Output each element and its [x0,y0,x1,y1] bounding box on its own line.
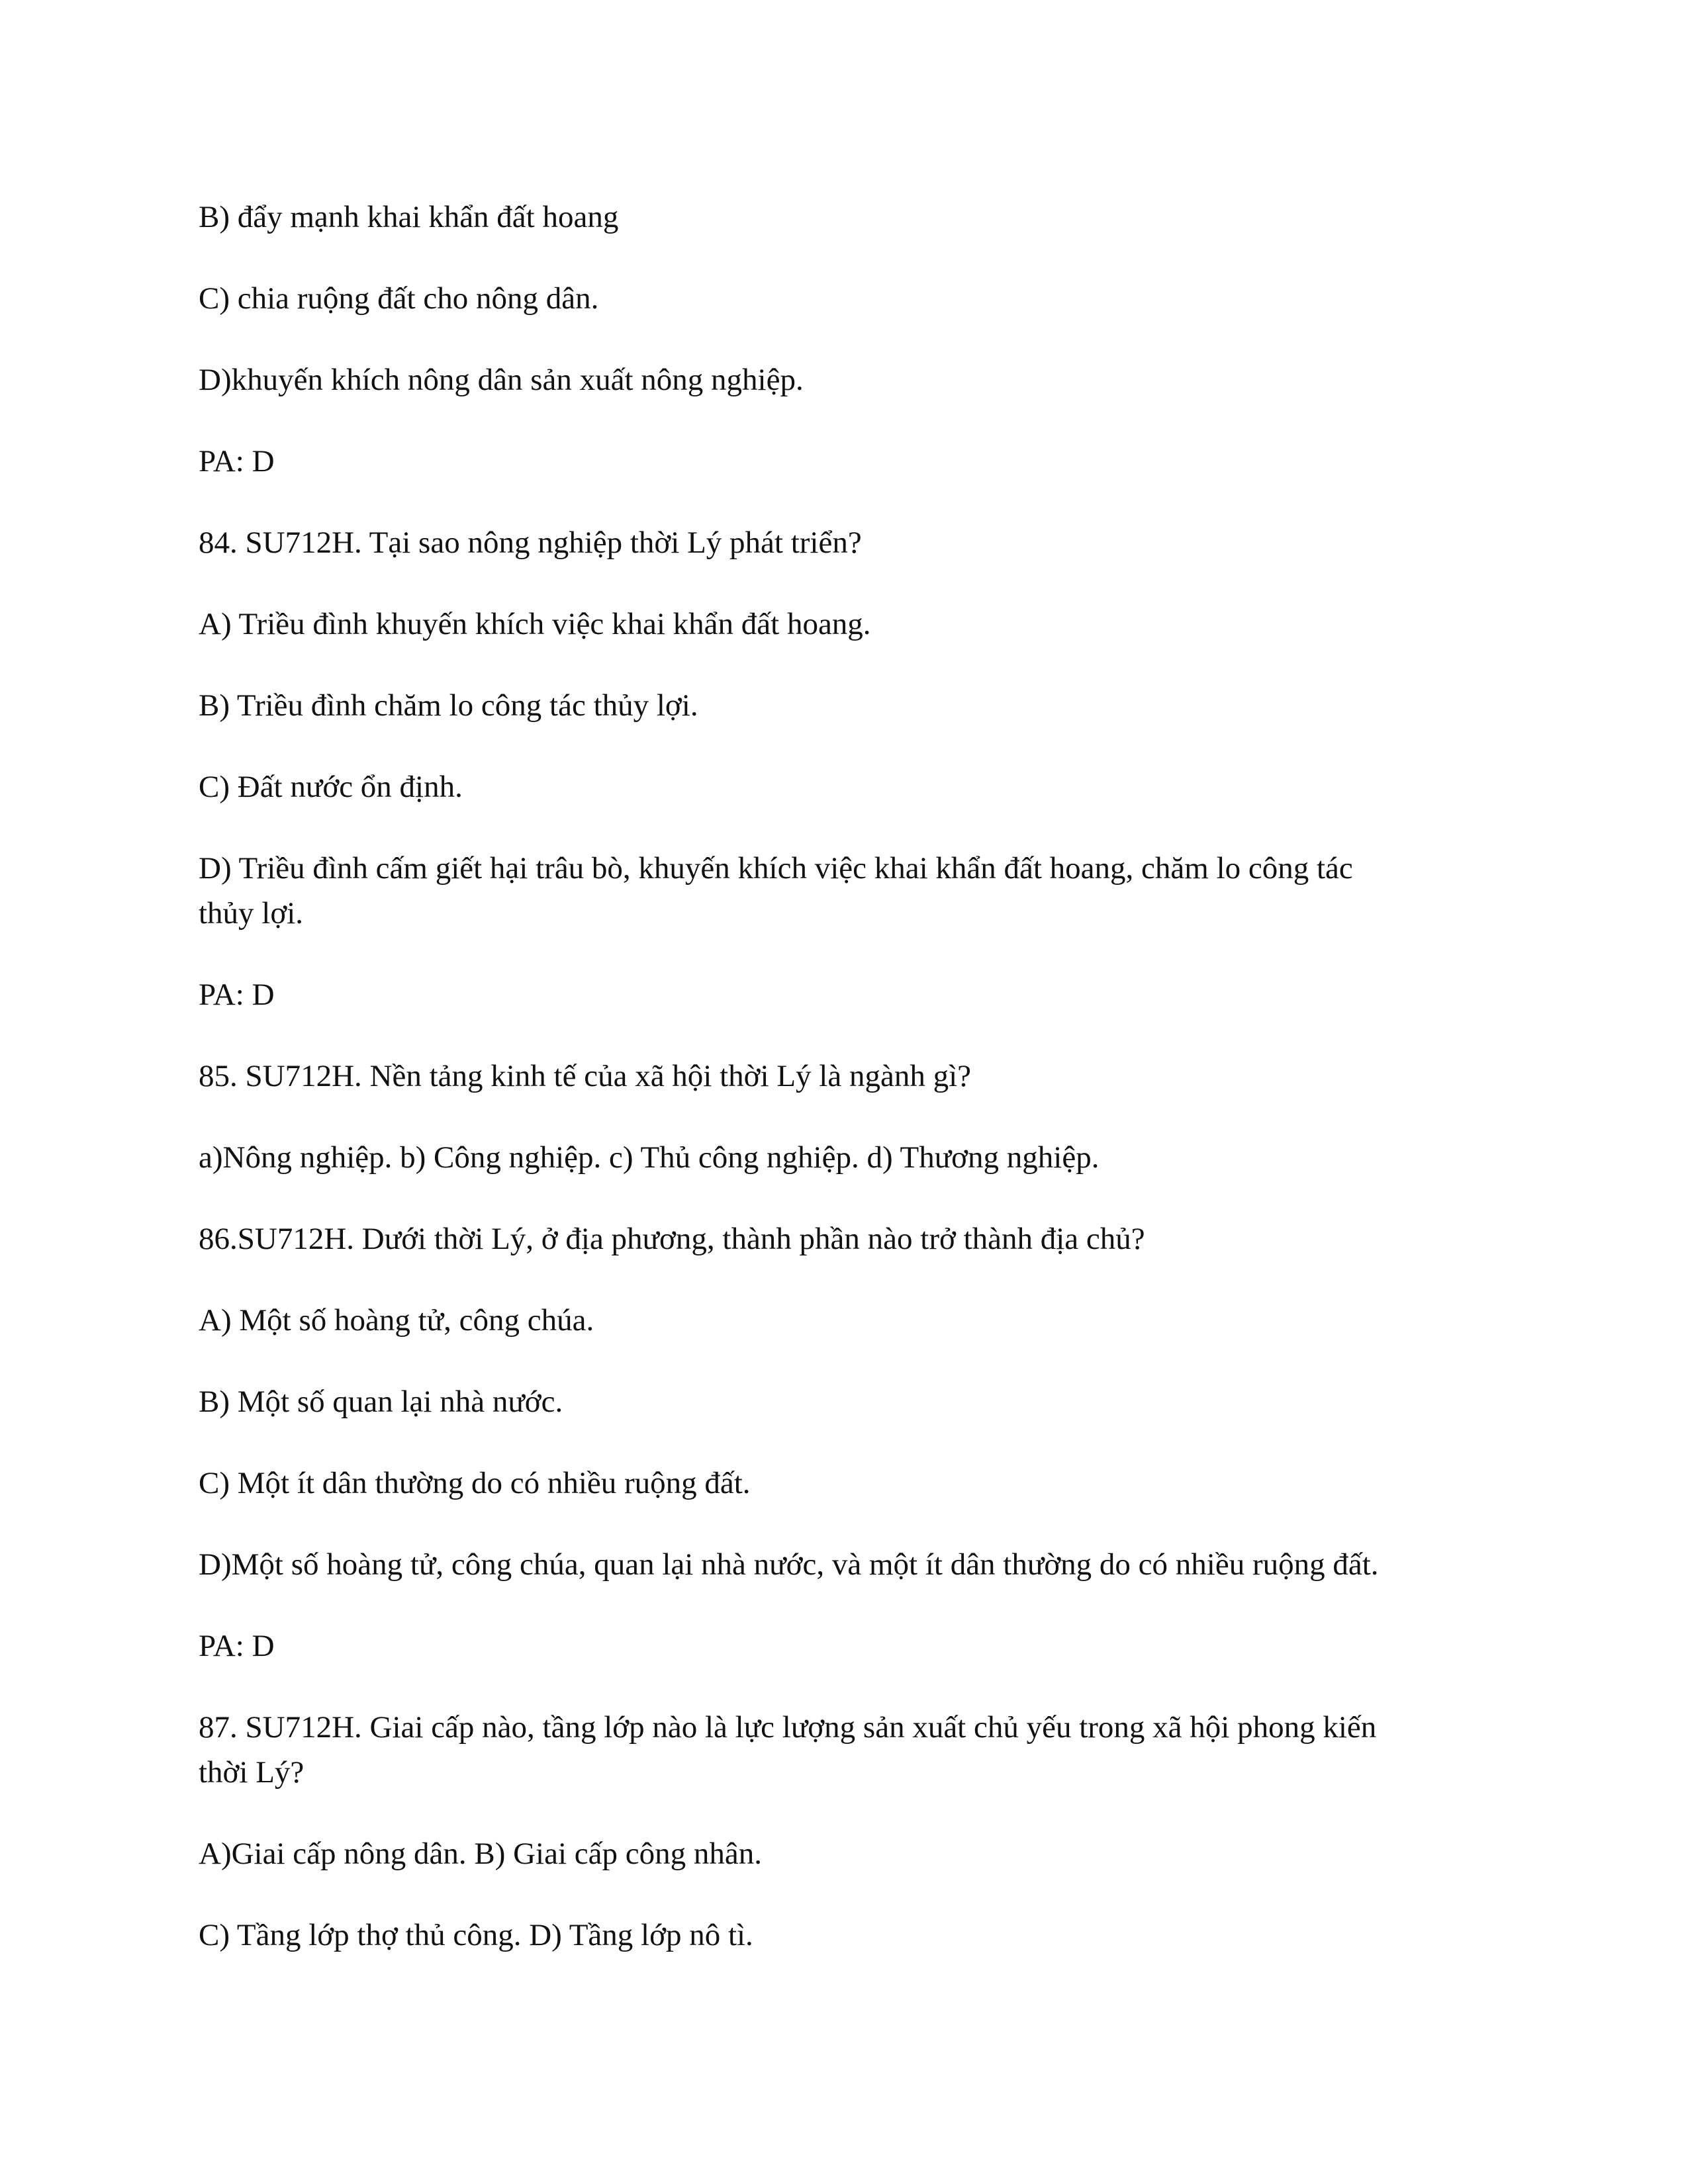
question-87: 87. SU712H. Giai cấp nào, tầng lớp nào là lực lượng sản xuất chủ yếu trong xã hội phong kiến [199,1710,1377,1745]
q86-option-d: D)Một số hoàng tử, công chúa, quan lại nhà nước, và một ít dân thường do có nhiều ruộng đất. [199,1547,1379,1582]
q84-option-d: D) Triều đình cấm giết hại trâu bò, khuyến khích việc khai khẩn đất hoang, chăm lo công tác [199,851,1353,886]
question-84: 84. SU712H. Tại sao nông nghiệp thời Lý phát triển? [199,525,862,560]
question-87-cont: thời Lý? [199,1755,305,1790]
q86-answer: PA: D [199,1629,275,1663]
q84-option-b: B) Triều đình chăm lo công tác thủy lợi. [199,688,698,723]
q86-option-a: A) Một số hoàng tử, công chúa. [199,1303,594,1338]
option-d-line: D)khuyến khích nông dân sản xuất nông nghiệp. [199,363,804,397]
option-c-line: C) chia ruộng đất cho nông dân. [199,281,599,316]
q86-option-c: C) Một ít dân thường do có nhiều ruộng đất. [199,1466,751,1500]
q84-option-d-cont: thủy lợi. [199,896,304,931]
option-b-line: B) đẩy mạnh khai khẩn đất hoang [199,200,619,234]
answer-line: PA: D [199,444,275,478]
q84-option-c: C) Đất nước ổn định. [199,770,463,804]
q84-answer: PA: D [199,978,275,1012]
q87-options-ab: A)Giai cấp nông dân. B) Giai cấp công nhân. [199,1837,762,1871]
q86-option-b: B) Một số quan lại nhà nước. [199,1385,563,1419]
question-86: 86.SU712H. Dưới thời Lý, ở địa phương, thành phần nào trở thành địa chủ? [199,1222,1145,1256]
question-85: 85. SU712H. Nền tảng kinh tế của xã hội thời Lý là ngành gì? [199,1059,971,1093]
q85-options: a)Nông nghiệp. b) Công nghiệp. c) Thủ công nghiệp. d) Thương nghiệp. [199,1140,1100,1175]
q87-options-cd: C) Tầng lớp thợ thủ công. D) Tầng lớp nô tì. [199,1918,753,1952]
q84-option-a: A) Triều đình khuyến khích việc khai khẩn đất hoang. [199,607,871,641]
